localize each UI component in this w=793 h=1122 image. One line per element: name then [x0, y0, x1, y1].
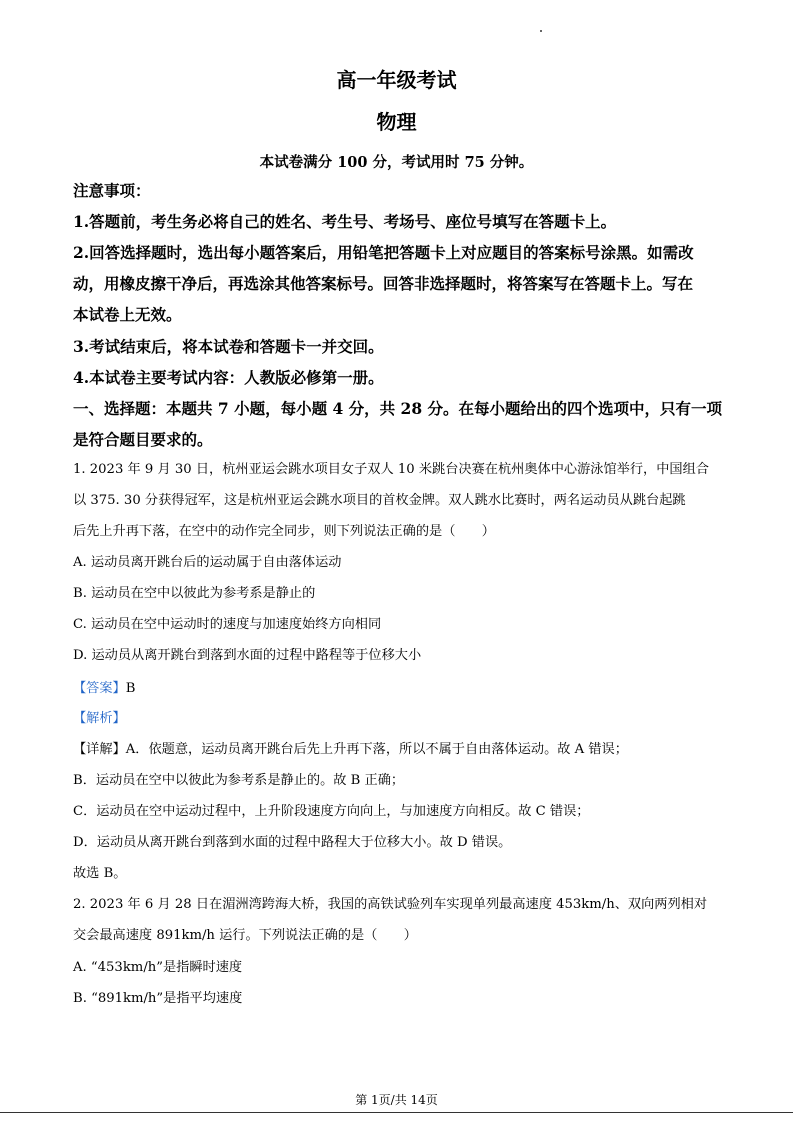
page-number: 第 1页/共 14页: [355, 1093, 438, 1107]
notice-item-1: 1.答题前，考生务必将自己的姓名、考生号、考场号、座位号填写在答题卡上。: [73, 212, 617, 231]
q2-option-a: A. “453km/h”是指瞬时速度: [73, 960, 243, 975]
notice-item-3: 3.考试结束后，将本试卷和答题卡一并交回。: [73, 337, 384, 356]
q1-option-d: D. 运动员从离开跳台到落到水面的过程中路程等于位移大小: [73, 648, 422, 663]
q1-detail-c: C．运动员在空中运动过程中，上升阶段速度方向向上，与加速度方向相反。故 C 错误；: [73, 804, 590, 819]
q2-option-b: B. “891km/h”是指平均速度: [73, 991, 243, 1006]
detail-a-text: A．依题意，运动员离开跳台后先上升再下落，所以不属于自由落体运动。故 A 错误；: [125, 742, 628, 757]
exam-title: 高一年级考试: [336, 68, 457, 92]
notice-item-2-line-2: 动，用橡皮擦干净后，再选涂其他答案标号。回答非选择题时，将答案写在答题卡上。写在: [73, 274, 694, 293]
q2-stem-line-1: 2. 2023 年 6 月 28 日在湄洲湾跨海大桥，我国的高铁试验列车实现单列最高速度 453km/h、双向两列相对: [73, 897, 708, 912]
scan-dot: [540, 30, 542, 32]
section-heading-line-2: 是符合题目要求的。: [73, 430, 213, 449]
q1-detail-a: [73, 741, 733, 759]
q1-stem-line-3: 后先上升再下落，在空中的动作完全同步，则下列说法正确的是（ ）: [73, 524, 495, 539]
q1-option-c: C. 运动员在空中运动时的速度与加速度始终方向相同: [73, 617, 382, 632]
q2-stem-line-2: 交会最高速度 891km/h 运行。下列说法正确的是（ ）: [73, 928, 417, 943]
notice-item-2-line-3: 本试卷上无效。: [73, 305, 182, 324]
q1-stem-line-1: 1. 2023 年 9 月 30 日，杭州亚运会跳水项目女子双人 10 米跳台决赛在杭州奥体中心游泳馆举行，中国组合: [73, 462, 709, 477]
detail-tag: 【详解】: [73, 742, 126, 757]
q1-option-b: B. 运动员在空中以彼此为参考系是静止的: [73, 586, 316, 601]
answer-value: B: [125, 681, 136, 696]
notice-heading: 注意事项：: [73, 181, 151, 200]
notice-item-4: 4.本试卷主要考试内容：人教版必修第一册。: [73, 368, 384, 387]
q1-detail-b: B．运动员在空中以彼此为参考系是静止的。故 B 正确；: [73, 773, 405, 788]
q1-option-a: A. 运动员离开跳台后的运动属于自由落体运动: [73, 555, 342, 570]
footer-divider: [0, 1112, 793, 1113]
analysis-tag: 【解析】: [73, 711, 126, 726]
notice-item-2-line-1: 2.回答选择题时，选出每小题答案后，用铅笔把答题卡上对应题目的答案标号涂黑。如需改: [73, 243, 694, 262]
section-heading-line-1: 一、选择题：本题共 7 小题，每小题 4 分，共 28 分。在每小题给出的四个选项中，只有一项: [73, 399, 723, 418]
answer-tag: 【答案】: [73, 681, 126, 696]
q1-answer: [73, 680, 733, 698]
q1-conclusion: 故选 B。: [73, 866, 127, 881]
exam-meta: 本试卷满分 100 分，考试用时 75 分钟。: [259, 154, 534, 171]
subject-title: 物理: [376, 110, 417, 134]
q1-detail-d: D．运动员从离开跳台到落到水面的过程中路程大于位移大小。故 D 错误。: [73, 835, 512, 850]
q1-stem-line-2: 以 375. 30 分获得冠军，这是杭州亚运会跳水项目的首枚金牌。双人跳水比赛时，两名运动员从跳台起跳: [73, 493, 686, 508]
